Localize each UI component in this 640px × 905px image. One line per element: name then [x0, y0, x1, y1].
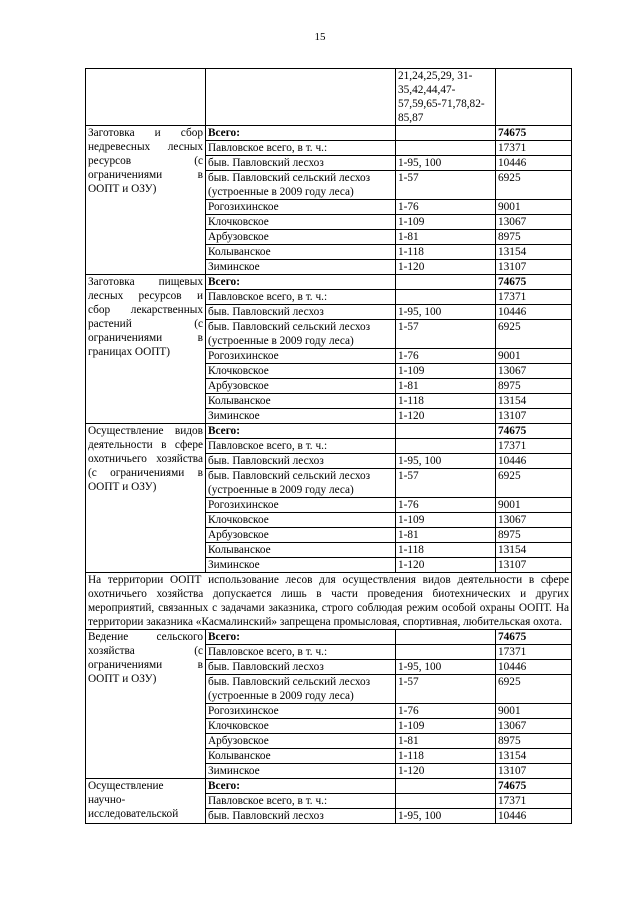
district-cell: Колыванское	[206, 245, 396, 260]
area-cell: 6925	[496, 320, 572, 349]
district-cell: быв. Павловский сельский лесхоз (устроенные в 2009 году леса)	[206, 171, 396, 200]
quarters-cell	[396, 794, 496, 809]
quarters-cell: 1-81	[396, 528, 496, 543]
area-cell: 74675	[496, 779, 572, 794]
district-cell: быв. Павловский сельский лесхоз (устроенные в 2009 году леса)	[206, 469, 396, 498]
area-cell: 74675	[496, 424, 572, 439]
district-cell: быв. Павловский сельский лесхоз (устроенные в 2009 году леса)	[206, 320, 396, 349]
area-cell: 13067	[496, 364, 572, 379]
forest-use-table	[85, 68, 572, 824]
quarters-cell: 1-109	[396, 719, 496, 734]
quarters-cell	[396, 439, 496, 454]
area-cell: 17371	[496, 645, 572, 660]
district-cell: Клочковское	[206, 513, 396, 528]
quarters-cell: 1-109	[396, 364, 496, 379]
quarters-cell: 1-81	[396, 379, 496, 394]
district-cell: Павловское всего, в т. ч.:	[206, 645, 396, 660]
table-body	[86, 69, 572, 824]
quarters-cell: 1-76	[396, 704, 496, 719]
area-cell: 13107	[496, 558, 572, 573]
area-cell: 8975	[496, 528, 572, 543]
page-number: 15	[314, 31, 326, 43]
quarters-cell: 1-118	[396, 245, 496, 260]
district-cell: Всего:	[206, 126, 396, 141]
district-cell: быв. Павловский сельский лесхоз (устроенные в 2009 году леса)	[206, 675, 396, 704]
table-row	[86, 69, 572, 126]
district-cell: Павловское всего, в т. ч.:	[206, 290, 396, 305]
table-row	[86, 275, 572, 290]
area-cell: 10446	[496, 305, 572, 320]
district-cell: Зиминское	[206, 409, 396, 424]
activity-cell: Осуществление видов деятельности в сфере охотничьего хозяйства (с ограничениями в ООПТ и ОЗУ)	[86, 424, 206, 573]
quarters-cell: 1-120	[396, 558, 496, 573]
district-cell: Рогозихинское	[206, 704, 396, 719]
activity-cell	[86, 69, 206, 126]
district-cell: Рогозихинское	[206, 200, 396, 215]
district-cell: быв. Павловский лесхоз	[206, 660, 396, 675]
area-cell	[496, 69, 572, 126]
area-cell: 13154	[496, 543, 572, 558]
quarters-cell	[396, 290, 496, 305]
area-cell: 17371	[496, 141, 572, 156]
activity-cell: Заготовка пищевых лесных ресурсов и сбор лекарственных растений (с ограничениями в границах ООПТ)	[86, 275, 206, 424]
district-cell: Арбузовское	[206, 734, 396, 749]
activity-cell: Осуществление научно-исследовательской	[86, 779, 206, 824]
quarters-cell: 1-120	[396, 764, 496, 779]
district-cell: Павловское всего, в т. ч.:	[206, 439, 396, 454]
area-cell: 13154	[496, 749, 572, 764]
district-cell: Павловское всего, в т. ч.:	[206, 141, 396, 156]
quarters-cell: 21,24,25,29, 31-35,42,44,47-57,59,65-71,78,82-85,87	[396, 69, 496, 126]
district-cell: Рогозихинское	[206, 349, 396, 364]
district-cell: Рогозихинское	[206, 498, 396, 513]
quarters-cell: 1-118	[396, 394, 496, 409]
area-cell: 10446	[496, 156, 572, 171]
quarters-cell: 1-57	[396, 320, 496, 349]
area-cell: 10446	[496, 809, 572, 824]
area-cell: 9001	[496, 200, 572, 215]
district-cell: Павловское всего, в т. ч.:	[206, 794, 396, 809]
area-cell: 13107	[496, 764, 572, 779]
area-cell: 13067	[496, 719, 572, 734]
area-cell: 74675	[496, 275, 572, 290]
area-cell: 9001	[496, 704, 572, 719]
note-row	[86, 573, 572, 630]
district-cell: Колыванское	[206, 543, 396, 558]
area-cell: 8975	[496, 379, 572, 394]
district-cell: Всего:	[206, 779, 396, 794]
quarters-cell	[396, 424, 496, 439]
area-cell: 6925	[496, 171, 572, 200]
district-cell: Зиминское	[206, 558, 396, 573]
table-row	[86, 424, 572, 439]
quarters-cell: 1-120	[396, 409, 496, 424]
district-cell: быв. Павловский лесхоз	[206, 809, 396, 824]
district-cell: Арбузовское	[206, 528, 396, 543]
quarters-cell: 1-76	[396, 200, 496, 215]
area-cell: 17371	[496, 794, 572, 809]
quarters-cell: 1-95, 100	[396, 809, 496, 824]
quarters-cell	[396, 630, 496, 645]
note-cell: На территории ООПТ использование лесов для осуществления видов деятельности в сфере охотничьего хозяйства допускается лишь в части проведения биотехнических и других мероприятий, связанных с задачами заказника, строго соблюдая режим особой охраны ООПТ. На территории заказника «Касмалинский» запрещена промысловая, спортивная, любительская охота.	[86, 573, 572, 630]
quarters-cell: 1-95, 100	[396, 454, 496, 469]
district-cell: Колыванское	[206, 394, 396, 409]
quarters-cell: 1-95, 100	[396, 660, 496, 675]
quarters-cell: 1-81	[396, 230, 496, 245]
area-cell: 6925	[496, 675, 572, 704]
area-cell: 74675	[496, 630, 572, 645]
quarters-cell: 1-95, 100	[396, 156, 496, 171]
district-cell: быв. Павловский лесхоз	[206, 454, 396, 469]
district-cell: Зиминское	[206, 260, 396, 275]
quarters-cell: 1-109	[396, 513, 496, 528]
area-cell: 6925	[496, 469, 572, 498]
quarters-cell: 1-118	[396, 543, 496, 558]
quarters-cell: 1-81	[396, 734, 496, 749]
area-cell: 13107	[496, 409, 572, 424]
district-cell: быв. Павловский лесхоз	[206, 156, 396, 171]
district-cell	[206, 69, 396, 126]
quarters-cell: 1-76	[396, 349, 496, 364]
table-row	[86, 779, 572, 794]
district-cell: быв. Павловский лесхоз	[206, 305, 396, 320]
activity-cell: Заготовка и сбор недревесных лесных ресурсов (с ограничениями в ООПТ и ОЗУ)	[86, 126, 206, 275]
area-cell: 13067	[496, 215, 572, 230]
area-cell: 8975	[496, 734, 572, 749]
quarters-cell: 1-118	[396, 749, 496, 764]
area-cell: 10446	[496, 454, 572, 469]
area-cell: 13067	[496, 513, 572, 528]
quarters-cell	[396, 779, 496, 794]
district-cell: Всего:	[206, 424, 396, 439]
district-cell: Зиминское	[206, 764, 396, 779]
quarters-cell: 1-95, 100	[396, 305, 496, 320]
area-cell: 13154	[496, 245, 572, 260]
table-row	[86, 126, 572, 141]
area-cell: 17371	[496, 439, 572, 454]
district-cell: Колыванское	[206, 749, 396, 764]
table-row	[86, 630, 572, 645]
area-cell: 10446	[496, 660, 572, 675]
area-cell: 13107	[496, 260, 572, 275]
area-cell: 74675	[496, 126, 572, 141]
quarters-cell: 1-120	[396, 260, 496, 275]
area-cell: 8975	[496, 230, 572, 245]
district-cell: Всего:	[206, 275, 396, 290]
district-cell: Арбузовское	[206, 379, 396, 394]
quarters-cell	[396, 275, 496, 290]
area-cell: 9001	[496, 349, 572, 364]
quarters-cell	[396, 141, 496, 156]
district-cell: Клочковское	[206, 215, 396, 230]
quarters-cell: 1-57	[396, 171, 496, 200]
area-cell: 17371	[496, 290, 572, 305]
quarters-cell: 1-57	[396, 469, 496, 498]
district-cell: Всего:	[206, 630, 396, 645]
quarters-cell	[396, 126, 496, 141]
district-cell: Арбузовское	[206, 230, 396, 245]
activity-cell: Ведение сельского хозяйства (с ограничениями в ООПТ и ОЗУ)	[86, 630, 206, 779]
area-cell: 9001	[496, 498, 572, 513]
area-cell: 13154	[496, 394, 572, 409]
quarters-cell: 1-109	[396, 215, 496, 230]
quarters-cell	[396, 645, 496, 660]
quarters-cell: 1-57	[396, 675, 496, 704]
district-cell: Клочковское	[206, 719, 396, 734]
district-cell: Клочковское	[206, 364, 396, 379]
quarters-cell: 1-76	[396, 498, 496, 513]
